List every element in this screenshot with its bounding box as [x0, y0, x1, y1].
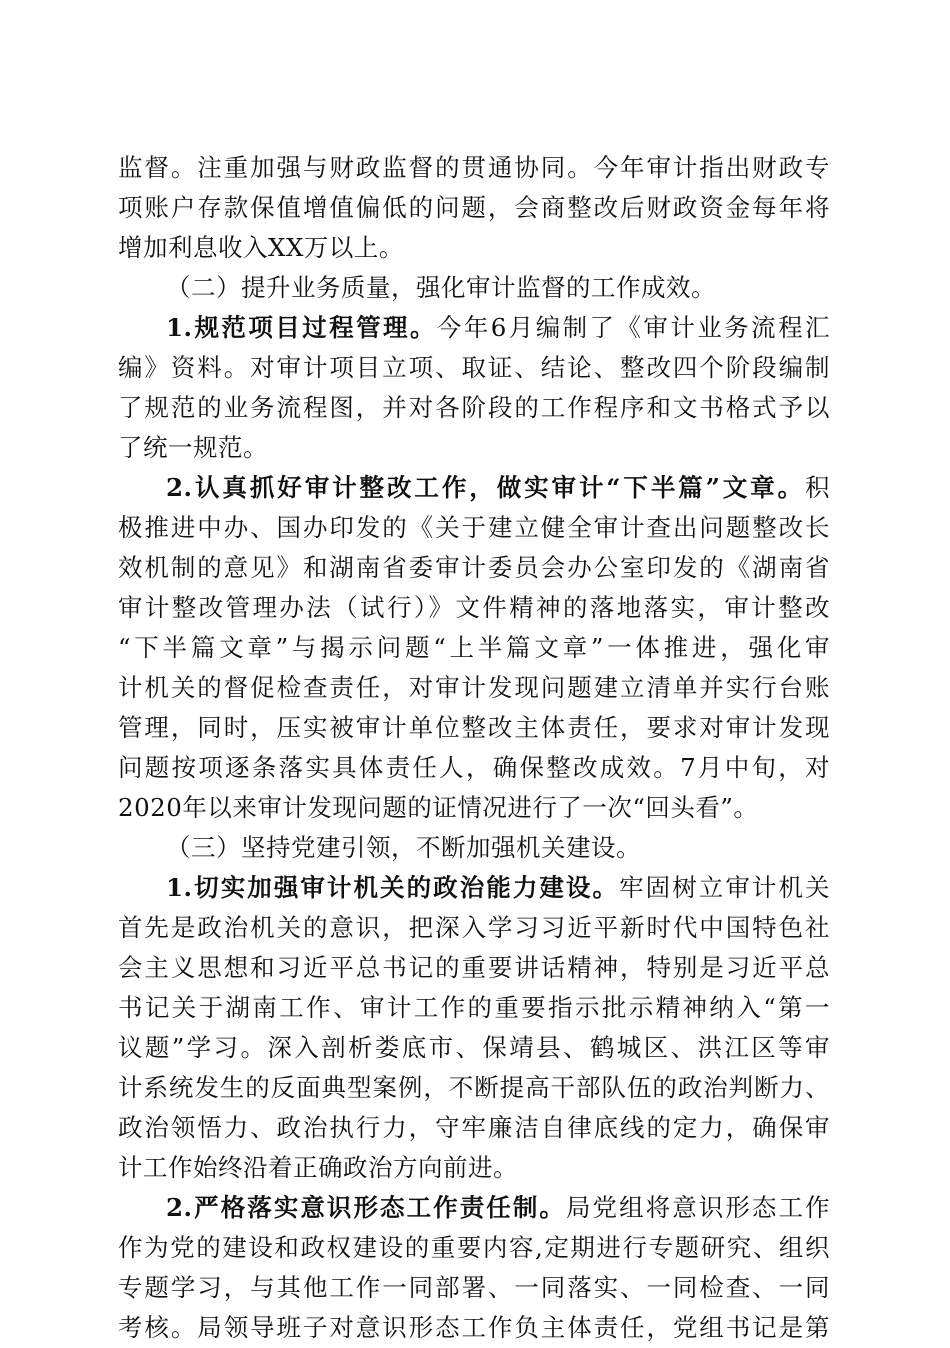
text-line: 首先是政治机关的意识，把深入学习习近平新时代中国特色社 [118, 913, 830, 942]
text-line: 计系统发生的反面典型案例，不断提高干部队伍的政治判断力、 [118, 1073, 830, 1102]
paragraph-first-line [166, 468, 830, 508]
text-line: 书记关于湖南工作、审计工作的重要指示批示精神纳入“第一 [118, 993, 830, 1022]
text-line: 增加利息收入XX万以上。 [118, 233, 404, 262]
text-line: 项账户存款保值增值偏低的问题，会商整改后财政资金每年将 [118, 193, 830, 222]
text-line: 计机关的督促检查责任，对审计发现问题建立清单并实行台账 [118, 673, 830, 702]
item-heading: 1.规范项目过程管理。 [166, 313, 437, 342]
text-line: 2020年以来审计发现问题的证情况进行了一次“回头看”。 [118, 793, 759, 822]
text-line: 专题学习，与其他工作一同部署、一同落实、一同检查、一同 [118, 1273, 830, 1302]
section-heading-2: （二）提升业务质量，强化审计监督的工作成效。 [166, 273, 716, 302]
paragraph-first-line [166, 868, 830, 908]
text-line: 作为党的建设和政权建设的重要内容,定期进行专题研究、组织 [118, 1233, 830, 1262]
text-run: 积 [805, 473, 830, 502]
item-heading: 1.切实加强审计机关的政治能力建设。 [166, 873, 620, 902]
text-line: 监督。注重加强与财政监督的贯通协同。今年审计指出财政专 [118, 153, 830, 182]
text-line: 了规范的业务流程图，并对各阶段的工作程序和文书格式予以 [118, 393, 830, 422]
item-heading: 2.严格落实意识形态工作责任制。 [166, 1193, 566, 1222]
paragraph-first-line [166, 1188, 830, 1228]
text-line: 极推进中办、国办印发的《关于建立健全审计查出问题整改长 [118, 513, 830, 542]
text-line: 会主义思想和习近平总书记的重要讲话精神，特别是习近平总 [118, 953, 830, 982]
text-run: 今年6月编制了《审计业务流程汇 [436, 313, 831, 342]
text-line: 管理，同时，压实被审计单位整改主体责任，要求对审计发现 [118, 713, 830, 742]
text-run: 牢固树立审计机关 [619, 873, 831, 902]
text-line: 了统一规范。 [118, 433, 268, 462]
item-heading: 2.认真抓好审计整改工作，做实审计“下半篇”文章。 [166, 473, 805, 502]
text-line: 问题按项逐条落实具体责任人，确保整改成效。7月中旬，对 [118, 753, 830, 782]
text-run: 局党组将意识形态工作 [565, 1193, 831, 1222]
text-line: 编》资料。对审计项目立项、取证、结论、整改四个阶段编制 [118, 353, 830, 382]
section-heading-3: （三）坚持党建引领，不断加强机关建设。 [166, 833, 641, 862]
text-line: 计工作始终沿着正确政治方向前进。 [118, 1153, 518, 1182]
text-line: 政治领悟力、政治执行力，守牢廉洁自律底线的定力，确保审 [118, 1113, 830, 1142]
paragraph-first-line [166, 308, 830, 348]
text-line: 议题”学习。深入剖析娄底市、保靖县、鹤城区、洪江区等审 [118, 1033, 830, 1062]
text-line: 审计整改管理办法（试行）》文件精神的落地落实，审计整改 [118, 593, 830, 622]
text-line: “下半篇文章”与揭示问题“上半篇文章”一体推进，强化审 [118, 633, 830, 662]
text-line: 考核。局领导班子对意识形态工作负主体责任，党组书记是第 [118, 1313, 830, 1342]
text-line: 效机制的意见》和湖南省委审计委员会办公室印发的《湖南省 [118, 553, 830, 582]
